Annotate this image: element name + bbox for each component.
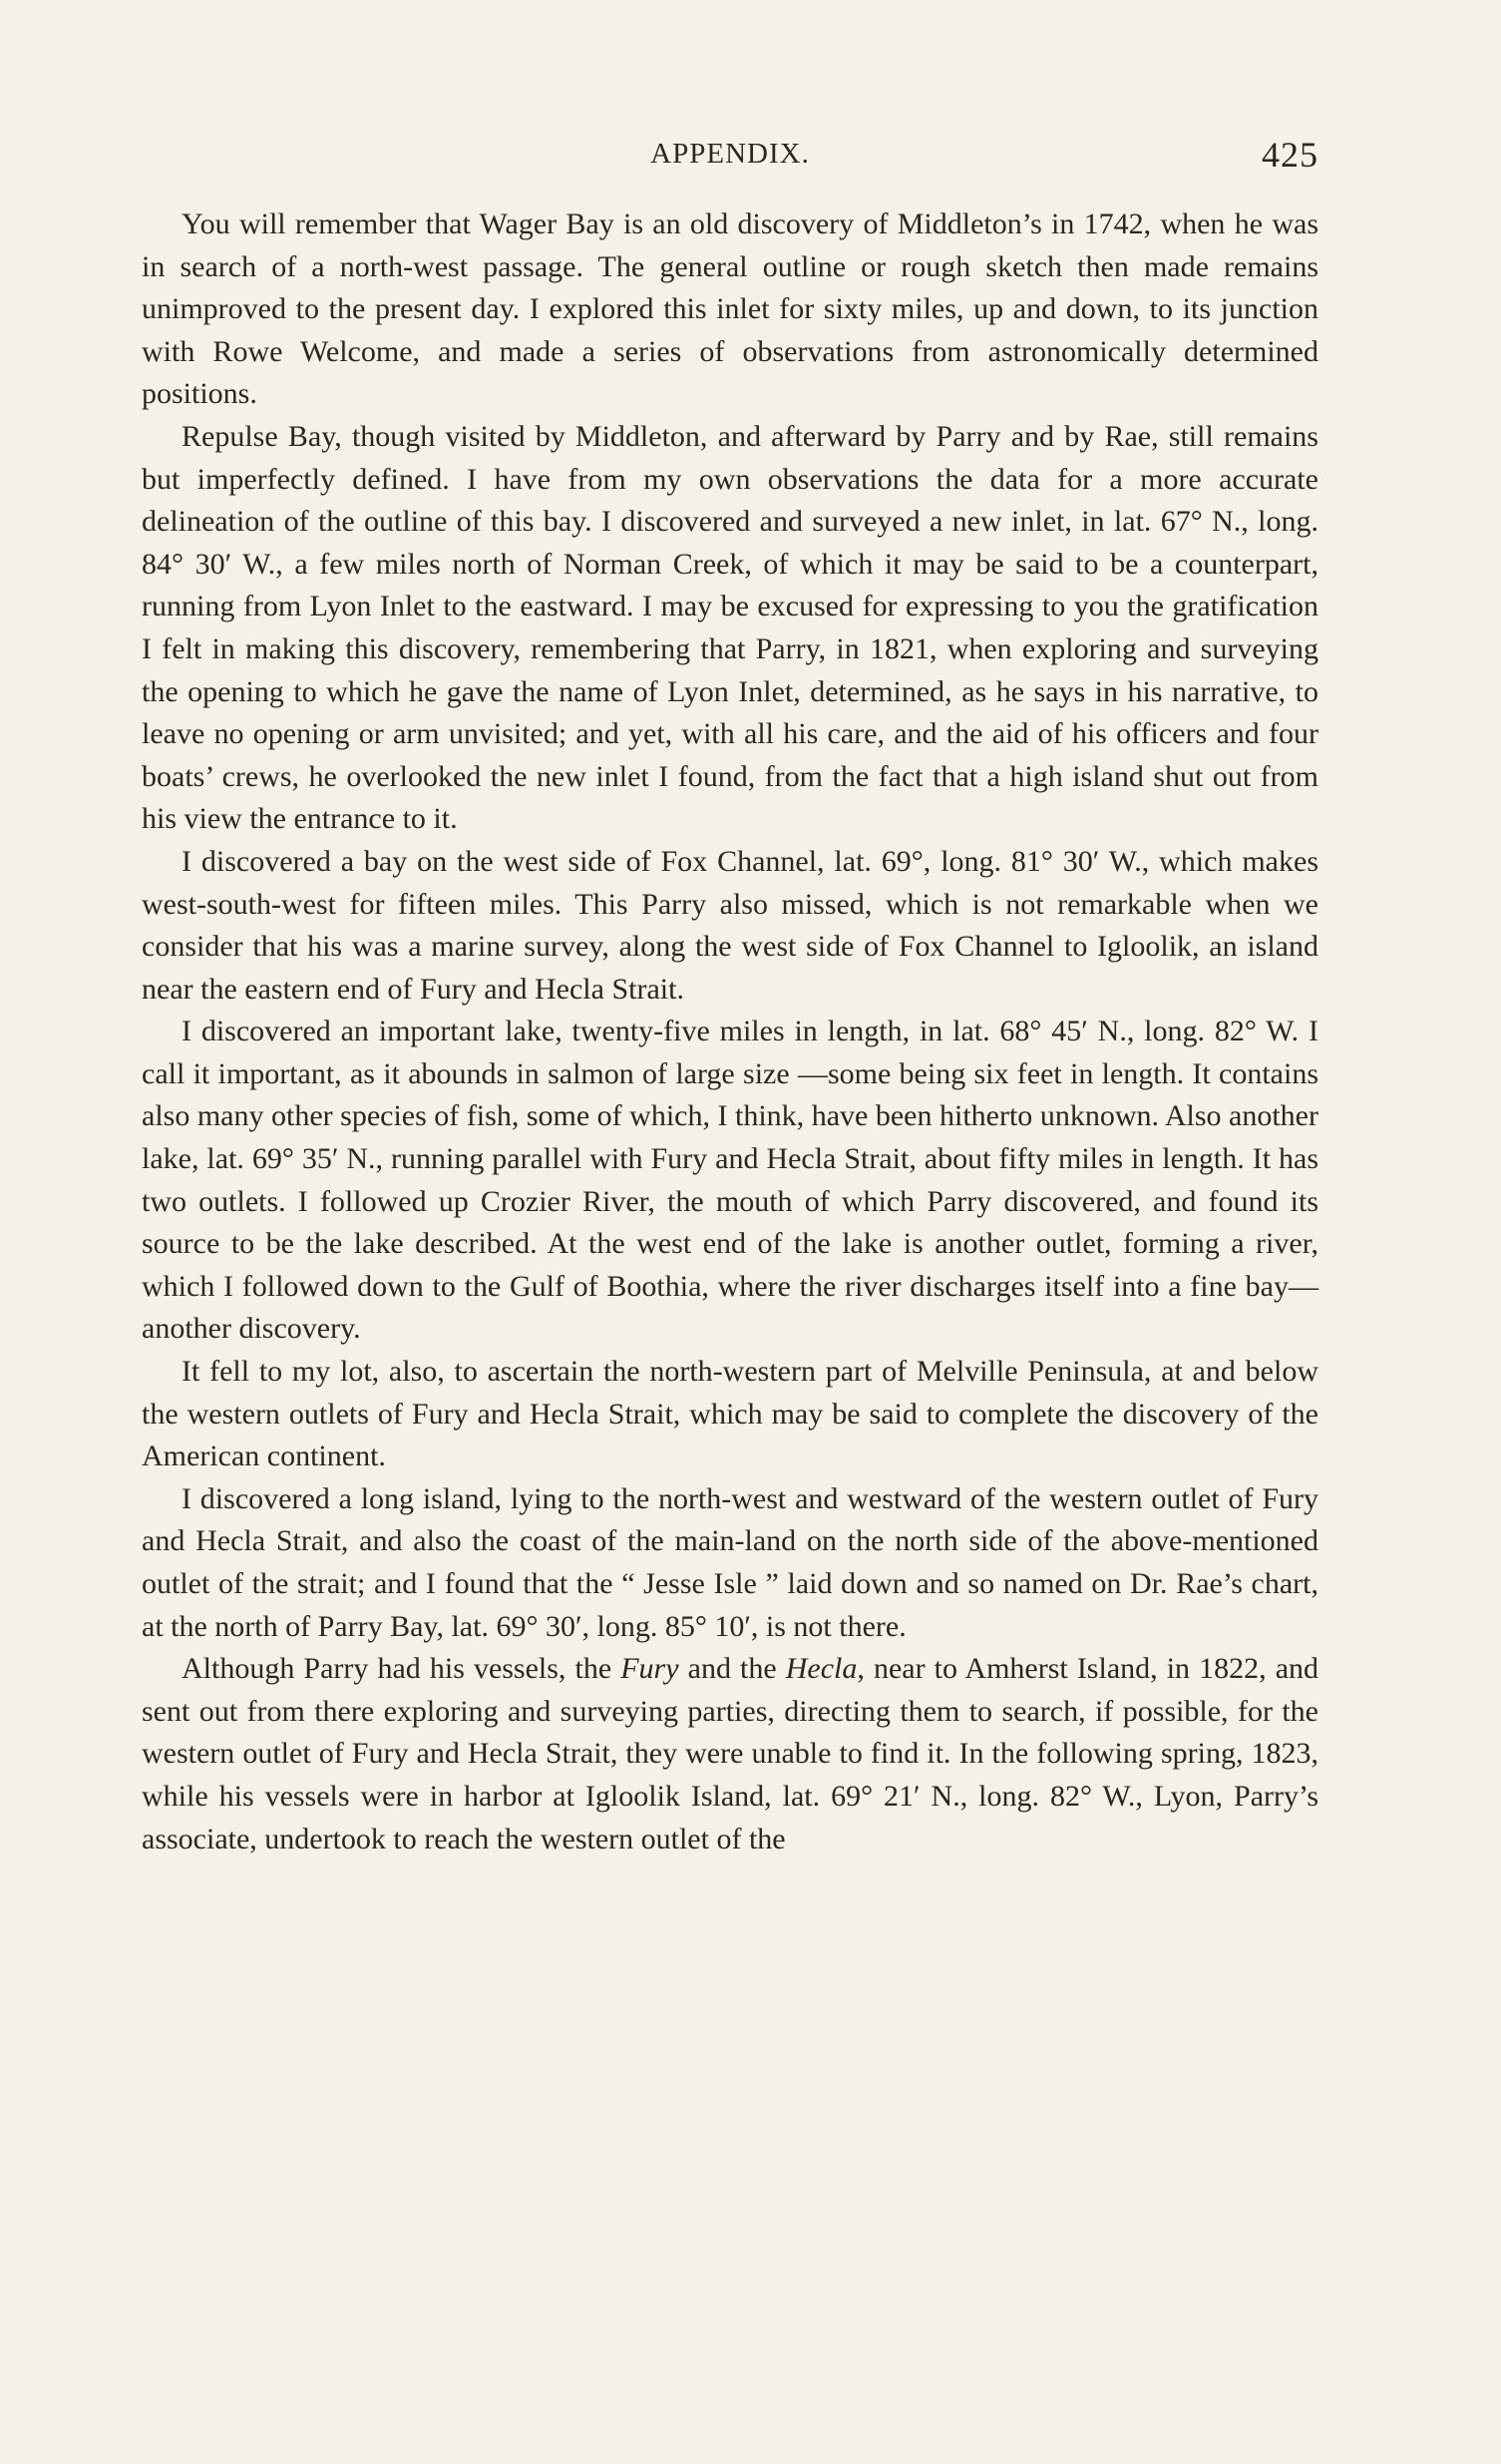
text-segment: I discovered a bay on the west side of Fox Channel, lat. 69°, long. 81° 30′ W., which makes west-south-west for fifteen miles. This Parry also missed, which is not remarkable when we consider that his was a marine survey, along the west side of Fox Channel to Igloolik, an island near the eastern end of Fury and Hecla Strait. [142, 844, 1318, 1006]
paragraph [142, 841, 1318, 1011]
ship-name: Hecla [785, 1652, 858, 1686]
paragraph [142, 1478, 1318, 1648]
ship-name: Fury [620, 1652, 679, 1686]
text-segment: Although Parry had his vessels, the [182, 1652, 621, 1686]
text-segment: It fell to my lot, also, to ascertain the north-western part of Melville Peninsula, at and below the western outlets of Fury and Hecla Strait, which may be said to complete the discovery of the American continent. [142, 1355, 1318, 1473]
paragraph [142, 1011, 1318, 1351]
text-segment: I discovered a long island, lying to the north-west and westward of the western outlet of Fury and Hecla Strait, and also the coast of the main-land on the north side of the above-mentioned outlet of the strait; and I found that the “ Jesse Isle ” laid down and so named on Dr. Rae’s chart, at the north of Parry Bay, lat. 69° 30′, long. 85° 10′, is not there. [142, 1481, 1318, 1643]
text-segment: and the [678, 1652, 786, 1686]
paragraph [142, 204, 1318, 416]
text-segment: You will remember that Wager Bay is an old discovery of Middleton’s in 1742, when he was in search of a north-west passage. The general outline or rough sketch then made remains unimproved to the present day. I explored this inlet for sixty miles, up and down, to its junction with Rowe Welcome, and made a series of observations from astronomically determined positions. [142, 207, 1318, 411]
text-segment: , near to Amherst Island, in 1822, and sent out from there exploring and surveying parties, directing them to search, if possible, for the western outlet of Fury and Hecla Strait, they were unable to find it. In the following spring, 1823, while his vessels were in harbor at Igloolik Island, lat. 69° 21′ N., long. 82° W., Lyon, Parry’s associate, undertook to reach the western outlet of the [142, 1652, 1319, 1855]
running-header [142, 134, 1318, 178]
text-segment: I discovered an important lake, twenty-five miles in length, in lat. 68° 45′ N., long. 82° W. I call it important, as it abounds in salmon of large size —some being six feet in length. It contains also many other species of fish, some of which, I think, have been hitherto unknown. Also another lake, lat. 69° 35′ N., running parallel with Fury and Hecla Strait, about fifty miles in length. It has two outlets. I followed up Crozier River, the mouth of which Parry discovered, and found its source to be the lake described. At the west end of the lake is another outlet, forming a river, which I followed down to the Gulf of Boothia, where the river discharges itself into a fine bay—another discovery. [142, 1015, 1318, 1346]
text-segment: Repulse Bay, though visited by Middleton, and afterward by Parry and by Rae, still remains but imperfectly defined. I have from my own observations the data for a more accurate delineation of the outline of this bay. I discovered and surveyed a new inlet, in lat. 67° N., long. 84° 30′ W., a few miles north of Norman Creek, of which it may be said to be a counterpart, running from Lyon Inlet to the eastward. I may be excused for expressing to you the gratification I felt in making this discovery, remembering that Parry, in 1821, when exploring and surveying the opening to which he gave the name of Lyon Inlet, determined, as he says in his narrative, to leave no opening or arm unvisited; and yet, with all his care, and the aid of his officers and four boats’ crews, he overlooked the new inlet I found, from the fact that a high island shut out from his view the entrance to it. [142, 419, 1318, 836]
paragraph [142, 1351, 1318, 1478]
page-number: 425 [1262, 135, 1318, 175]
body-text [142, 204, 1318, 1860]
running-title: APPENDIX. [650, 138, 810, 170]
paragraph [142, 416, 1318, 841]
paragraph [142, 1648, 1318, 1860]
